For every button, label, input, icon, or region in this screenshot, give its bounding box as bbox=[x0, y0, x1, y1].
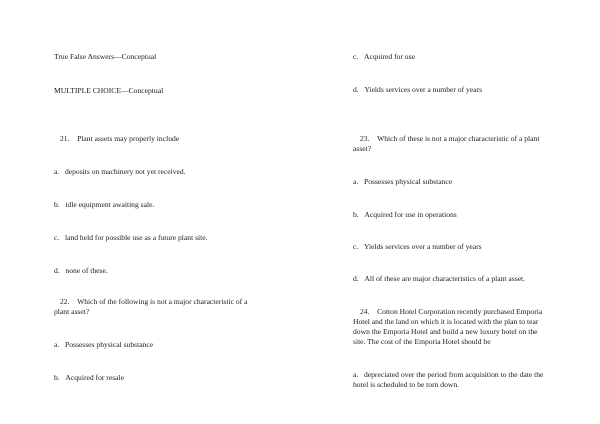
q21-option-c: c. land held for possible use as a future plant site. bbox=[54, 233, 208, 242]
q24-stem-line3: down the Emporia Hotel and build a new luxury hotel on the bbox=[353, 327, 538, 336]
q22-option-a: a. Possesses physical substance bbox=[54, 340, 154, 349]
q22-option-c: c. Acquired for use bbox=[353, 52, 415, 61]
q24-option-a-line2: hotel is scheduled to be torn down. bbox=[353, 380, 460, 389]
q21-option-b: b. idle equipment awaiting sale. bbox=[54, 200, 155, 209]
q24-stem-line1: 24. Cotton Hotel Corporation recently purchased Emporia bbox=[360, 307, 543, 316]
q22-stem-line2: plant asset? bbox=[54, 307, 90, 316]
q23-stem-line1: 23. Which of these is not a major characteristic of a plant bbox=[360, 134, 540, 143]
q21-stem: 21. Plant assets may properly include bbox=[60, 134, 180, 143]
q24-stem-line2: Hotel and the land on which it is located with the plan to tear bbox=[353, 317, 539, 326]
q23-option-c: c. Yields services over a number of years bbox=[353, 242, 482, 251]
q22-option-d: d. Yields services over a number of years bbox=[353, 85, 483, 94]
q21-option-d: d. none of these. bbox=[54, 266, 108, 275]
q23-option-a: a. Possesses physical substance bbox=[353, 177, 453, 186]
q23-option-d: d. All of these are major characteristics of a plant asset. bbox=[353, 274, 526, 283]
q22-option-b: b. Acquired for resale bbox=[54, 373, 125, 382]
q23-stem-line2: asset? bbox=[353, 144, 372, 153]
q24-stem-line4: site. The cost of the Emporia Hotel should be bbox=[353, 337, 491, 346]
q23-option-b: b. Acquired for use in operations bbox=[353, 210, 457, 219]
heading-true-false: True False Answers—Conceptual bbox=[54, 52, 157, 61]
heading-multiple-choice: MULTIPLE CHOICE—Conceptual bbox=[54, 86, 164, 95]
q24-option-a-line1: a. depreciated over the period from acquisition to the date the bbox=[353, 370, 544, 379]
q21-option-a: a. deposits on machinery not yet received. bbox=[54, 167, 186, 176]
q22-stem-line1: 22. Which of the following is not a major characteristic of a bbox=[60, 297, 248, 306]
